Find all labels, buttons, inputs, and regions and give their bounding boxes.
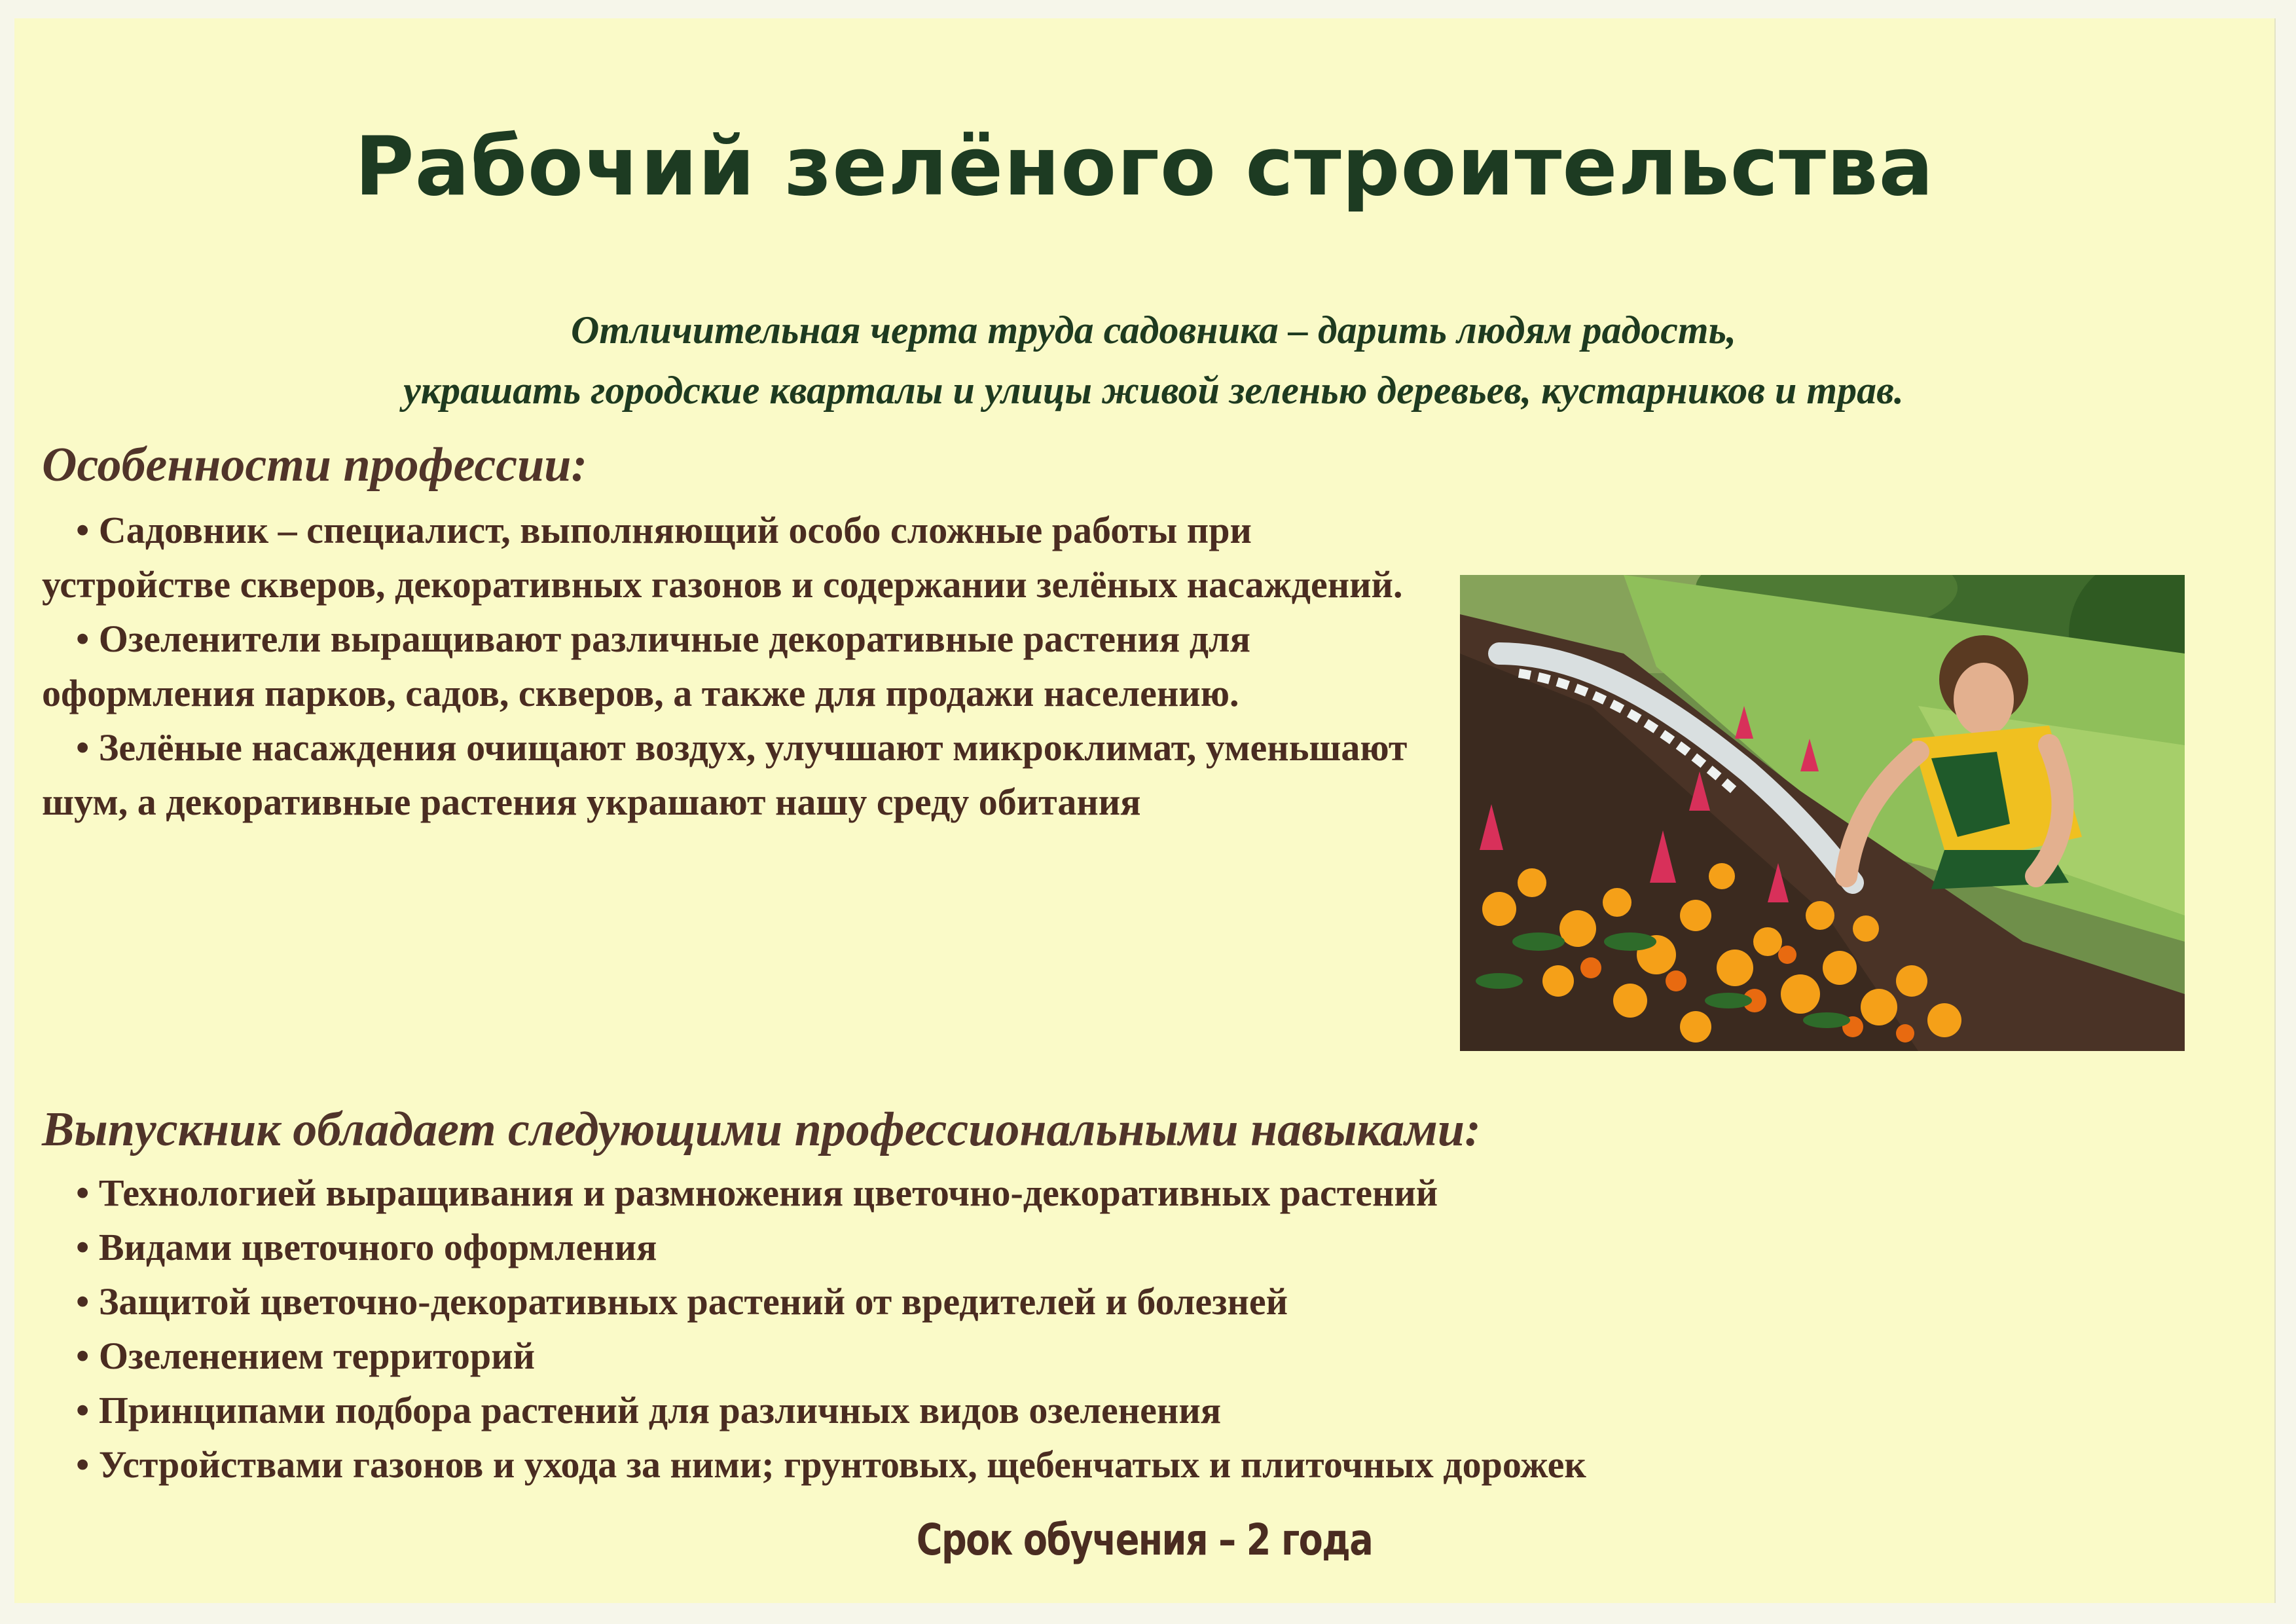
features-list [42, 503, 1449, 829]
study-duration: Срок обучения – 2 года [916, 1515, 1373, 1565]
skill-item: • Устройствами газонов и ухода за ними; грунтовых, щебенчатых и плиточных дорожек [42, 1437, 2137, 1492]
subtitle-line-2: украшать городские кварталы и улицы живой зеленью деревьев, кустарников и трав. [403, 369, 1904, 412]
skill-item: • Озеленением территорий [42, 1329, 2137, 1383]
feature-item: • Озеленители выращивают различные декоративные растения для оформления парков, садов, скверов, а также для продажи населению. [42, 618, 1250, 714]
feature-item: • Садовник – специалист, выполняющий особо сложные работы при устройстве скверов, декоративных газонов и содержании зелёных насаждений. [42, 509, 1403, 606]
skill-item: • Защитой цветочно-декоративных растений от вредителей и болезней [42, 1274, 2137, 1329]
skill-item: • Технологией выращивания и размножения цветочно-декоративных растений [42, 1166, 2137, 1220]
subtitle-line-1: Отличительная черта труда садовника – дарить людям радость, [571, 308, 1736, 352]
feature-item: • Зелёные насаждения очищают воздух, улучшают микроклимат, уменьшают шум, а декоративные растения украшают нашу среду обитания [42, 726, 1408, 823]
skill-item: • Видами цветочного оформления [42, 1220, 2137, 1274]
page-title: Рабочий зелёного строительства [354, 120, 1935, 214]
gardener-photo [1460, 575, 2185, 1051]
poster-sheet [14, 18, 2276, 1603]
subtitle [211, 300, 2096, 420]
features-heading: Особенности профессии: [42, 438, 588, 492]
skill-item: • Принципами подбора растений для различных видов озеленения [42, 1383, 2137, 1437]
skills-list [42, 1166, 2137, 1492]
skills-heading: Выпускник обладает следующими профессиональными навыками: [42, 1103, 1481, 1156]
